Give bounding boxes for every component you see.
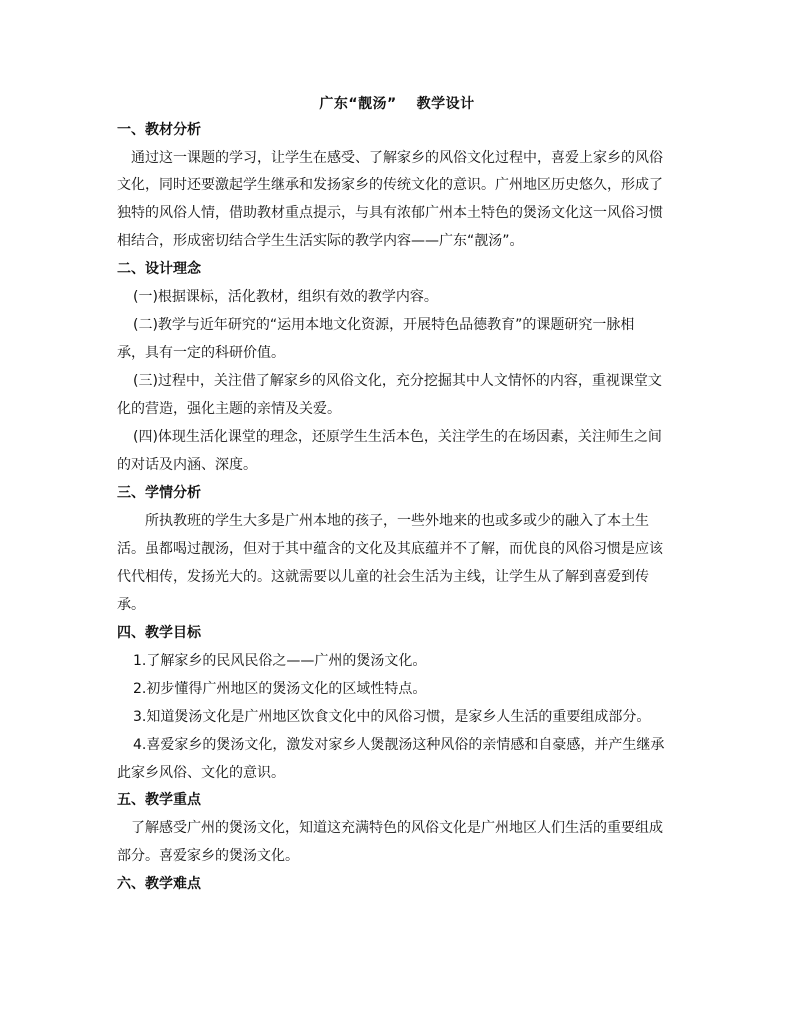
paragraph-line: 文化，同时还要激起学生继承和发扬家乡的传统文化的意识。广州地区历史悠久，形成了 — [117, 177, 663, 193]
paragraph-line: (一)根据课标，活化教材，组织有效的教学内容。 — [133, 289, 438, 305]
paragraph-line: (三)过程中，关注借了解家乡的风俗文化，充分挖掘其中人文情怀的内容，重视课堂文 — [133, 373, 662, 389]
section-heading-key-points: 五、教学重点 — [117, 792, 201, 808]
paragraph-line: 化的营造，强化主题的亲情及关爱。 — [117, 401, 341, 417]
paragraph-line: 独特的风俗人情，借助教材重点提示，与具有浓郁广州本土特色的煲汤文化这一风俗习惯 — [117, 205, 663, 221]
paragraph-line: 承。 — [117, 597, 145, 613]
section-heading-design-concept: 二、设计理念 — [117, 261, 201, 277]
paragraph-line: 此家乡风俗、文化的意识。 — [117, 765, 285, 781]
paragraph-line: 的对话及内涵、深度。 — [117, 457, 257, 473]
paragraph-line: 了解感受广州的煲汤文化，知道这充满特色的风俗文化是广州地区人们生活的重要组成 — [131, 820, 663, 836]
objective-item: 4.喜爱家乡的煲汤文化，激发对家乡人煲靓汤这种风俗的亲情感和自豪感，并产生继承 — [133, 737, 665, 753]
paragraph-line: (二)教学与近年研究的“运用本地文化资源，开展特色品德教育”的课题研究一脉相 — [133, 317, 635, 333]
document-title: 广东“靓汤” 教学设计 — [319, 96, 475, 112]
paragraph-line: (四)体现生活化课堂的理念，还原学生生活本色，关注学生的在场因素，关注师生之间 — [133, 429, 662, 445]
objective-item: 2.初步懂得广州地区的煲汤文化的区域性特点。 — [133, 681, 427, 697]
section-heading-teaching-objectives: 四、教学目标 — [117, 625, 201, 641]
paragraph-line: 所执教班的学生大多是广州本地的孩子，一些外地来的也或多或少的融入了本土生 — [145, 513, 649, 529]
paragraph-line: 部分。喜爱家乡的煲汤文化。 — [117, 848, 299, 864]
section-heading-difficult-points: 六、教学难点 — [117, 876, 201, 892]
section-heading-textbook-analysis: 一、教材分析 — [117, 122, 201, 138]
section-heading-learner-analysis: 三、学情分析 — [117, 485, 201, 501]
objective-item: 1.了解家乡的民风民俗之——广州的煲汤文化。 — [133, 653, 427, 669]
paragraph-line: 承，具有一定的科研价值。 — [117, 345, 285, 361]
paragraph-line: 活。虽都喝过靓汤，但对于其中蕴含的文化及其底蕴并不了解，而优良的风俗习惯是应该 — [117, 541, 663, 557]
paragraph-line: 相结合，形成密切结合学生生活实际的教学内容——广东“靓汤”。 — [117, 233, 524, 249]
paragraph-line: 代代相传，发扬光大的。这就需要以儿童的社会生活为主线，让学生从了解到喜爱到传 — [117, 569, 649, 585]
objective-item: 3.知道煲汤文化是广州地区饮食文化中的风俗习惯，是家乡人生活的重要组成部分。 — [133, 709, 651, 725]
paragraph-line: 通过这一课题的学习，让学生在感受、了解家乡的风俗文化过程中，喜爱上家乡的风俗 — [131, 150, 663, 166]
